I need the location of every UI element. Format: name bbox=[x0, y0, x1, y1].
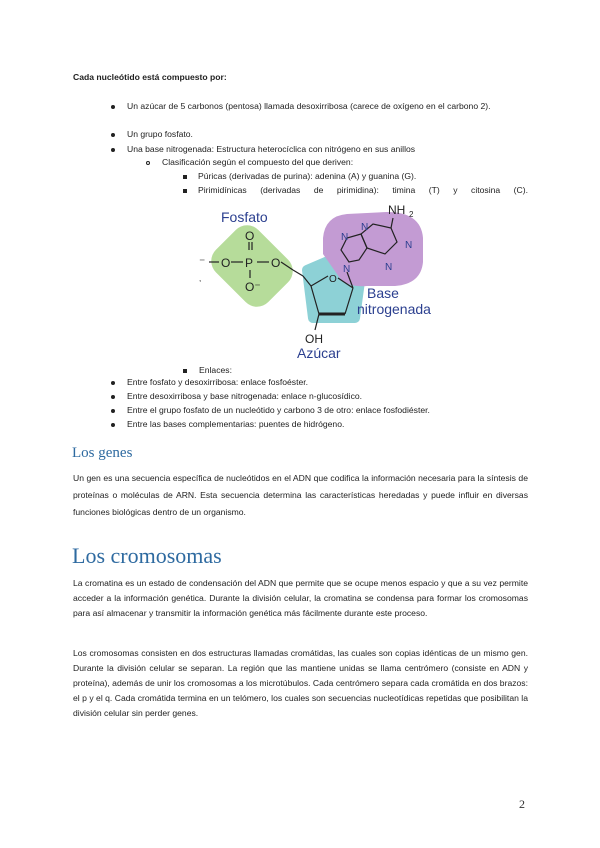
base-label-line1: Base bbox=[367, 285, 399, 301]
chromosomes-paragraph-1: La cromatina es un estado de condensación del ADN que permite que se ocupe menos espacio y que a su vez permite acceder a la información genética. Durante la división celular, la cromatina se condensa para formar los cromosomas para así almacenar y transmitir la información genética más fácilmente durante este proceso. bbox=[73, 578, 528, 618]
bond-item: Entre fosfato y desoxirribosa: enlace fosfoéster. bbox=[127, 377, 309, 387]
o-atom: O bbox=[221, 256, 231, 270]
oh-group: OH bbox=[305, 332, 323, 346]
bullet-dot bbox=[111, 148, 115, 152]
bond-item: Entre el grupo fosfato de un nucleótido y carbono 3 de otro: enlace fosfodiéster. bbox=[127, 405, 430, 415]
circle-bullet bbox=[146, 161, 150, 165]
bond-item: Entre desoxirribosa y base nitrogenada: enlace n-glucosídico. bbox=[127, 391, 363, 401]
component-phosphate: Un grupo fosfato. bbox=[127, 129, 193, 139]
bullet-dot bbox=[111, 409, 115, 413]
bullet-dot bbox=[111, 105, 115, 109]
nh2-group: NH bbox=[388, 203, 406, 217]
o-atom: O bbox=[245, 229, 255, 243]
n-atom: N bbox=[385, 262, 393, 273]
square-bullet bbox=[183, 189, 187, 193]
bullet-dot bbox=[111, 381, 115, 385]
bullet-dot bbox=[111, 133, 115, 137]
bonds-label: Enlaces: bbox=[199, 365, 232, 375]
base-label-line2: nitrogenada bbox=[357, 301, 431, 317]
ring-oxygen: O bbox=[329, 274, 337, 285]
classification-text: Clasificación según el compuesto del que deriven: bbox=[162, 157, 354, 167]
bullet-dot bbox=[111, 395, 115, 399]
nucleotide-diagram bbox=[195, 198, 445, 364]
square-bullet bbox=[183, 369, 187, 373]
o-atom: O bbox=[271, 256, 281, 270]
genes-heading: Los genes bbox=[72, 445, 133, 461]
component-base: Una base nitrogenada: Estructura heterocíclica con nitrógeno en sus anillos bbox=[127, 144, 416, 154]
chromosomes-heading: Los cromosomas bbox=[72, 543, 222, 568]
page-number: 2 bbox=[519, 797, 525, 811]
n-atom: N bbox=[361, 222, 369, 233]
n-atom: N bbox=[343, 264, 351, 275]
chromosomes-paragraph-2: Los cromosomas consisten en dos estructuras llamadas cromátidas, las cuales son copias idénticas de un mismo gen. Durante la división celular se separan. La región que las mantiene unidas se llama centrómero (consiste en ADN y proteína), además de unir los cromosomas a los microtúbulos. Cada centrómero separa cada cromátida en dos brazos: el p y el q. Cada cromátida termina en un telómero, los cuales son secuencias nucleotídicas repetidas que posibilitan la división celular sin perder genes. bbox=[73, 648, 528, 718]
bond-item: Entre las bases complementarias: puentes de hidrógeno. bbox=[127, 419, 345, 429]
n-atom: N bbox=[405, 240, 413, 251]
stray-mark: , bbox=[199, 274, 202, 283]
o-minus-atom: O⁻ bbox=[245, 280, 261, 294]
nh2-subscript: 2 bbox=[409, 210, 414, 219]
genes-paragraph: Un gen es una secuencia específica de nucleótidos en el ADN que codifica la información necesaria para la síntesis de proteínas o moléculas de ARN. Esta secuencia determina las características heredadas y puede influir en diversas funciones biológicas dentro de un organismo. bbox=[73, 473, 528, 517]
base-purine: Púricas (derivadas de purina): adenina (A) y guanina (G). bbox=[198, 171, 417, 181]
square-bullet bbox=[183, 175, 187, 179]
bullet-dot bbox=[111, 423, 115, 427]
sugar-label: Azúcar bbox=[297, 345, 341, 361]
n-atom: N bbox=[341, 232, 349, 243]
base-pyrimidine: Pirimidínicas (derivadas de pirimidina): timina (T) y citosina (C). bbox=[198, 185, 528, 195]
component-sugar: Un azúcar de 5 carbonos (pentosa) llamada desoxirribosa (carece de oxígeno en el carbono 2). bbox=[127, 101, 491, 111]
phosphate-label: Fosfato bbox=[221, 209, 268, 225]
minus-sign: ⁻ bbox=[199, 255, 206, 269]
p-atom: P bbox=[245, 256, 254, 270]
intro-text: Cada nucleótido está compuesto por: bbox=[73, 72, 227, 82]
